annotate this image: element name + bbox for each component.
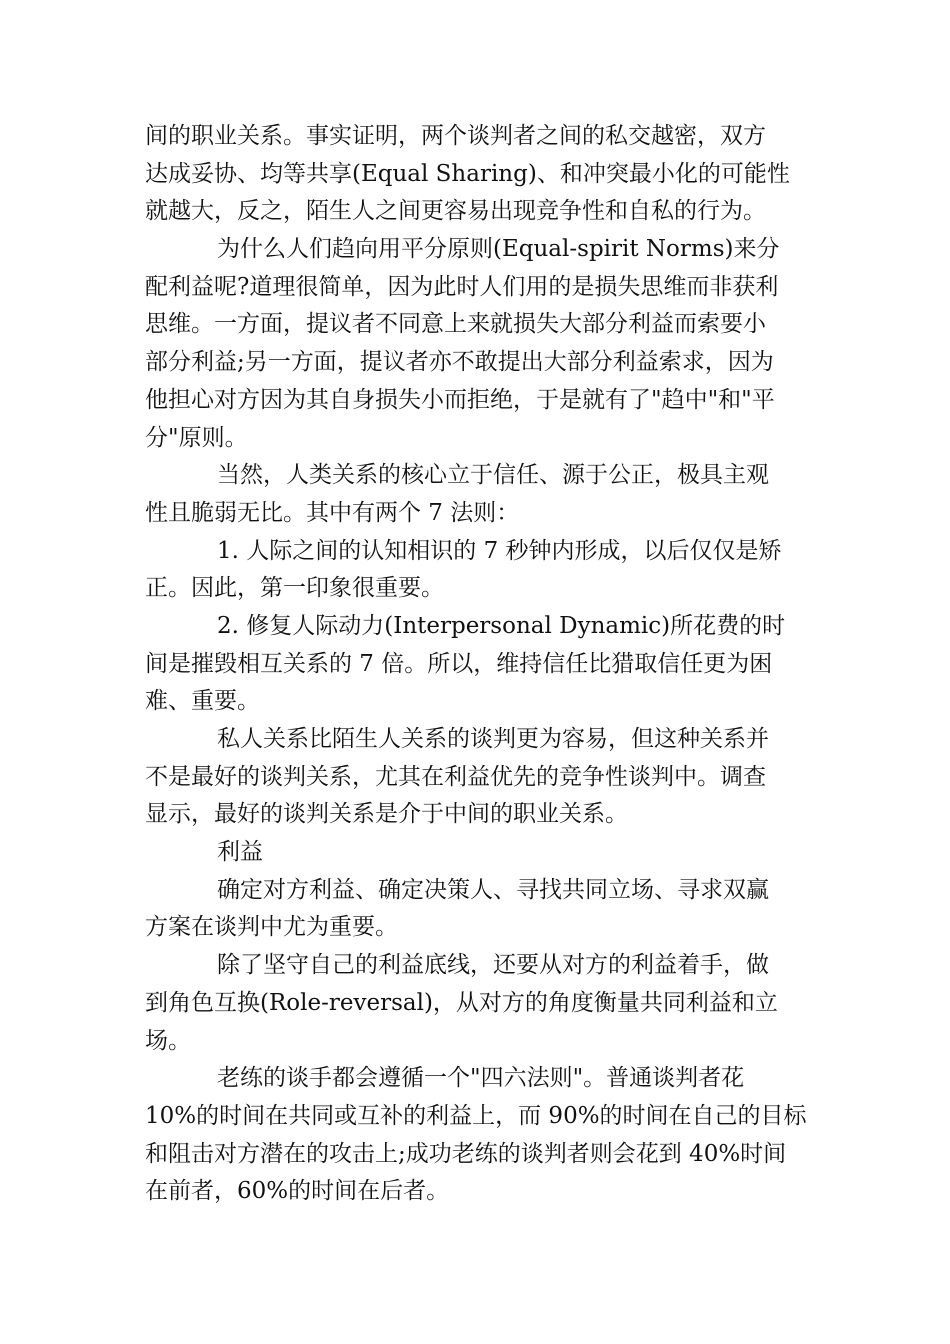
text-line: 配利益呢?道理很简单，因为此时人们用的是损失思维而非获利: [145, 273, 779, 300]
list-item-line: 2. 修复人际动力(Interpersonal Dynamic)所花费的时: [217, 612, 786, 639]
text-line: 10%的时间在共同或互补的利益上，而 90%的时间在自己的目标: [145, 1102, 807, 1129]
text-line: 分"原则。: [145, 424, 248, 451]
paragraph-start-line: 老练的谈手都会遵循一个"四六法则"。普通谈判者花: [217, 1065, 745, 1092]
document-body: [145, 118, 807, 1211]
text-line: 到角色互换(Role-reversal)，从对方的角度衡量共同利益和立: [145, 989, 778, 1016]
text-line: 就越大，反之，陌生人之间更容易出现竞争性和自私的行为。: [145, 198, 766, 225]
text-line: 间的职业关系。事实证明，两个谈判者之间的私交越密，双方: [145, 123, 766, 149]
section-heading: 利益: [217, 839, 263, 866]
text-line: 方案在谈判中尤为重要。: [145, 914, 398, 941]
text-line: 显示，最好的谈判关系是介于中间的职业关系。: [145, 801, 628, 828]
text-line: 他担心对方因为其自身损失小而拒绝，于是就有了"趋中"和"平: [145, 386, 775, 413]
text-line: 间是摧毁相互关系的 7 倍。所以，维持信任比猎取信任更为困: [145, 650, 773, 677]
text-line: 不是最好的谈判关系，尤其在利益优先的竞争性谈判中。调查: [145, 763, 766, 790]
text-line: 和阻击对方潜在的攻击上;成功老练的谈判者则会花到 40%时间: [145, 1140, 787, 1167]
paragraph-start-line: 当然，人类关系的核心立于信任、源于公正，极具主观: [217, 462, 769, 489]
text-line: 性且脆弱无比。其中有两个 7 法则：: [145, 499, 520, 526]
text-line: 部分利益;另一方面，提议者亦不敢提出大部分利益索求，因为: [145, 349, 774, 376]
text-line: 思维。一方面，提议者不同意上来就损失大部分利益而索要小: [145, 311, 766, 338]
list-item-line: 1. 人际之间的认知相识的 7 秒钟内形成，以后仅仅是矫: [217, 537, 782, 564]
paragraph-start-line: 除了坚守自己的利益底线，还要从对方的利益着手，做: [217, 952, 769, 979]
text-line: 场。: [145, 1027, 191, 1054]
paragraph-start-line: 私人关系比陌生人关系的谈判更为容易，但这种关系并: [217, 726, 769, 752]
paragraph-start-line: 确定对方利益、确定决策人、寻找共同立场、寻求双赢: [217, 876, 769, 903]
text-line: 难、重要。: [145, 688, 260, 715]
paragraph-start-line: 为什么人们趋向用平分原则(Equal-spirit Norms)来分: [217, 236, 780, 263]
text-line: 在前者，60%的时间在后者。: [145, 1178, 450, 1205]
text-line: 正。因此，第一印象很重要。: [145, 575, 444, 602]
text-line: 达成妥协、均等共享(Equal Sharing)、和冲突最小化的可能性: [145, 160, 790, 187]
